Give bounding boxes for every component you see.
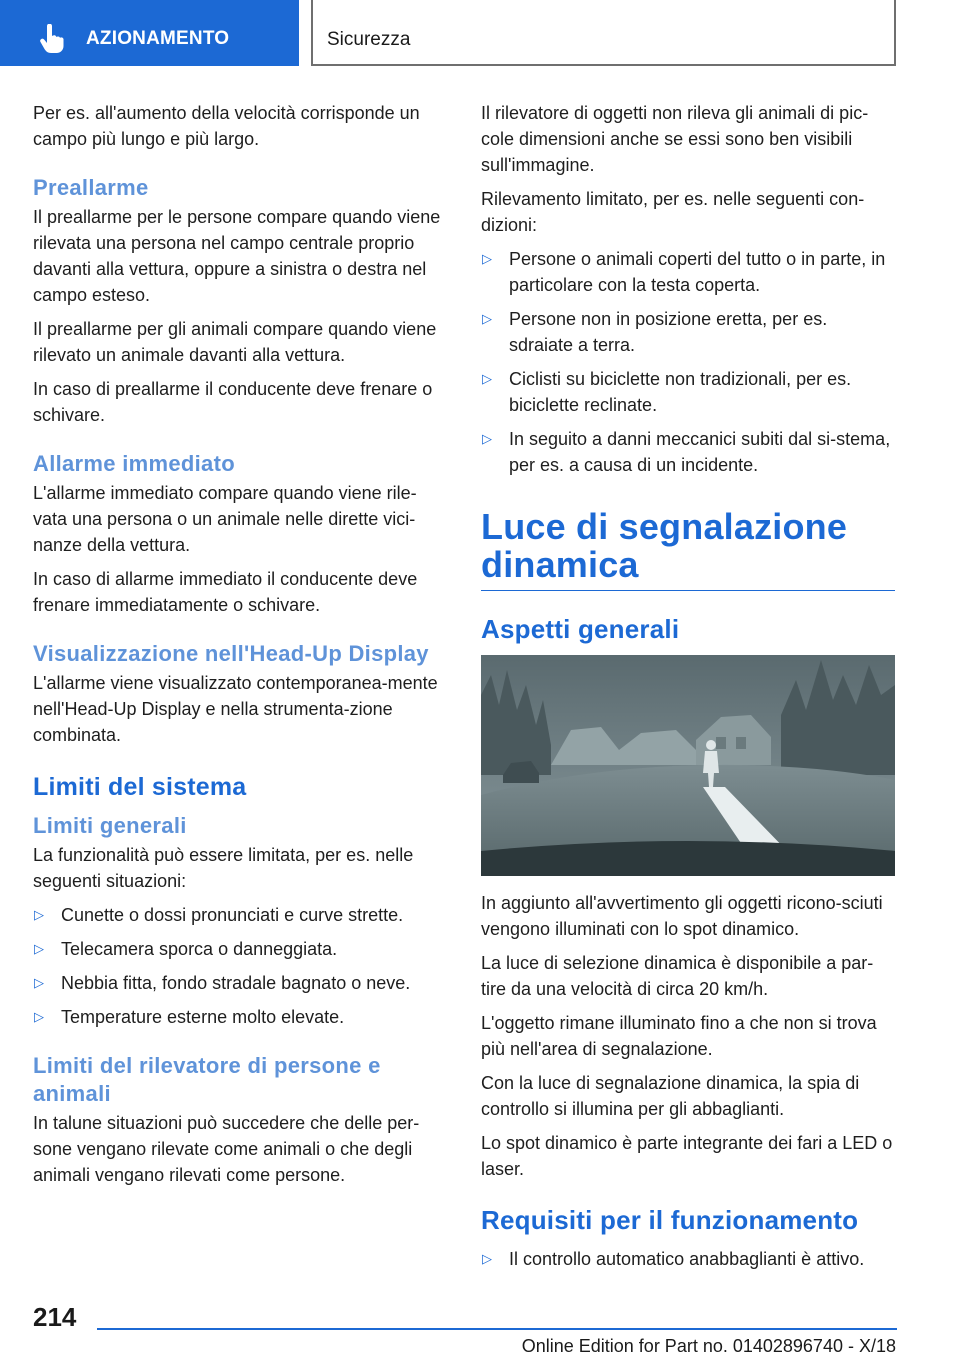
paragraph: In talune situazioni può succedere che delle per‐sone vengano rilevate come animali o che degli animali vengano rilevati come persone.	[33, 1113, 420, 1185]
triangle-bullet-icon: ▷	[482, 1251, 492, 1266]
paragraph: L'allarme immediato compare quando viene rile‐vata una persona o un animale nelle dirette vici‐nanze della vettura.	[33, 483, 417, 555]
hand-pointer-icon	[38, 24, 66, 54]
list-item: ▷ Persone non in posizione eretta, per es. sdraiate a terra.	[481, 306, 895, 358]
bullet-list	[481, 1246, 895, 1272]
triangle-bullet-icon: ▷	[482, 371, 492, 386]
list-item: ▷ In seguito a danni meccanici subiti dal si‐stema, per es. a causa di un incidente.	[481, 426, 895, 478]
right-column	[481, 100, 895, 1280]
heading-luce-segnalazione: Luce di segnalazione dinamica	[481, 508, 895, 591]
list-item: ▷ Telecamera sporca o danneggiata.	[33, 936, 443, 962]
paragraph: Lo spot dinamico è parte integrante dei fari a LED o laser.	[481, 1133, 893, 1179]
heading-aspetti-generali: Aspetti generali	[481, 614, 680, 644]
left-column	[33, 100, 443, 1196]
list-item: ▷ Cunette o dossi pronunciati e curve strette.	[33, 902, 443, 928]
heading-preallarme: Preallarme	[33, 175, 149, 200]
paragraph: Il preallarme per gli animali compare quando viene rilevato un animale davanti alla vettura.	[33, 319, 437, 365]
chapter-title: Sicurezza	[327, 29, 411, 50]
paragraph: La luce di selezione dinamica è disponibile a par‐tire da una velocità di circa 20 km/h.	[481, 953, 874, 999]
paragraph: Il rilevatore di oggetti non rileva gli animali di pic‐cole dimensioni anche se essi sono ben visibili sull'immagine.	[481, 103, 869, 175]
paragraph: In caso di allarme immediato il conducente deve frenare immediatamente o schivare.	[33, 569, 418, 615]
triangle-bullet-icon: ▷	[34, 1009, 44, 1024]
bullet-list	[33, 902, 443, 1030]
night-road-illustration	[481, 655, 895, 876]
paragraph: In caso di preallarme il conducente deve frenare o schivare.	[33, 379, 433, 425]
triangle-bullet-icon: ▷	[34, 907, 44, 922]
heading-requisiti: Requisiti per il funzionamento	[481, 1205, 859, 1235]
paragraph: Il preallarme per le persone compare quando viene rilevata una persona nel campo centrale proprio davanti alla vettura, oppure a sinistra o destra nel campo esteso.	[33, 207, 441, 305]
list-item: ▷ Ciclisti su biciclette non tradizionali, per es. biciclette reclinate.	[481, 366, 895, 418]
list-item: ▷ Nebbia fitta, fondo stradale bagnato o neve.	[33, 970, 443, 996]
section-tab-label: AZIONAMENTO	[86, 28, 230, 49]
paragraph: In aggiunto all'avvertimento gli oggetti ricono‐sciuti vengono illuminati con lo spot dinamico.	[481, 893, 883, 939]
paragraph: Per es. all'aumento della velocità corrisponde un campo più lungo e più largo.	[33, 103, 420, 149]
list-item: ▷ Persone o animali coperti del tutto o in parte, in particolare con la testa coperta.	[481, 246, 895, 298]
list-item: ▷ Il controllo automatico anabbaglianti è attivo.	[481, 1246, 895, 1272]
paragraph: L'allarme viene visualizzato contemporanea‐mente nell'Head-Up Display e nella strumenta‐zione combinata.	[33, 673, 438, 745]
edition-info: Online Edition for Part no. 01402896740 - X/18	[521, 1336, 896, 1356]
triangle-bullet-icon: ▷	[34, 975, 44, 990]
heading-limiti-sistema: Limiti del sistema	[33, 773, 247, 801]
paragraph: Rilevamento limitato, per es. nelle seguenti con‐dizioni:	[481, 189, 865, 235]
page-number: 214	[33, 1302, 77, 1332]
list-item: ▷ Temperature esterne molto elevate.	[33, 1004, 443, 1030]
heading-limiti-rilevatore: Limiti del rilevatore di persone e animali	[33, 1053, 381, 1106]
section-tab[interactable]	[0, 0, 299, 66]
triangle-bullet-icon: ▷	[34, 941, 44, 956]
triangle-bullet-icon: ▷	[482, 431, 492, 446]
paragraph: La funzionalità può essere limitata, per es. nelle seguenti situazioni:	[33, 845, 414, 891]
footer-divider	[97, 1328, 897, 1330]
triangle-bullet-icon: ▷	[482, 251, 492, 266]
heading-head-up-display: Visualizzazione nell'Head-Up Display	[33, 641, 429, 666]
chapter-header	[311, 0, 896, 66]
paragraph: Con la luce di segnalazione dinamica, la spia di controllo si illumina per gli abbaglianti.	[481, 1073, 860, 1119]
heading-limiti-generali: Limiti generali	[33, 813, 187, 838]
triangle-bullet-icon: ▷	[482, 311, 492, 326]
paragraph: L'oggetto rimane illuminato fino a che non si trova più nell'area di segnalazione.	[481, 1013, 877, 1059]
bullet-list	[481, 246, 895, 478]
heading-allarme-immediato: Allarme immediato	[33, 451, 235, 476]
